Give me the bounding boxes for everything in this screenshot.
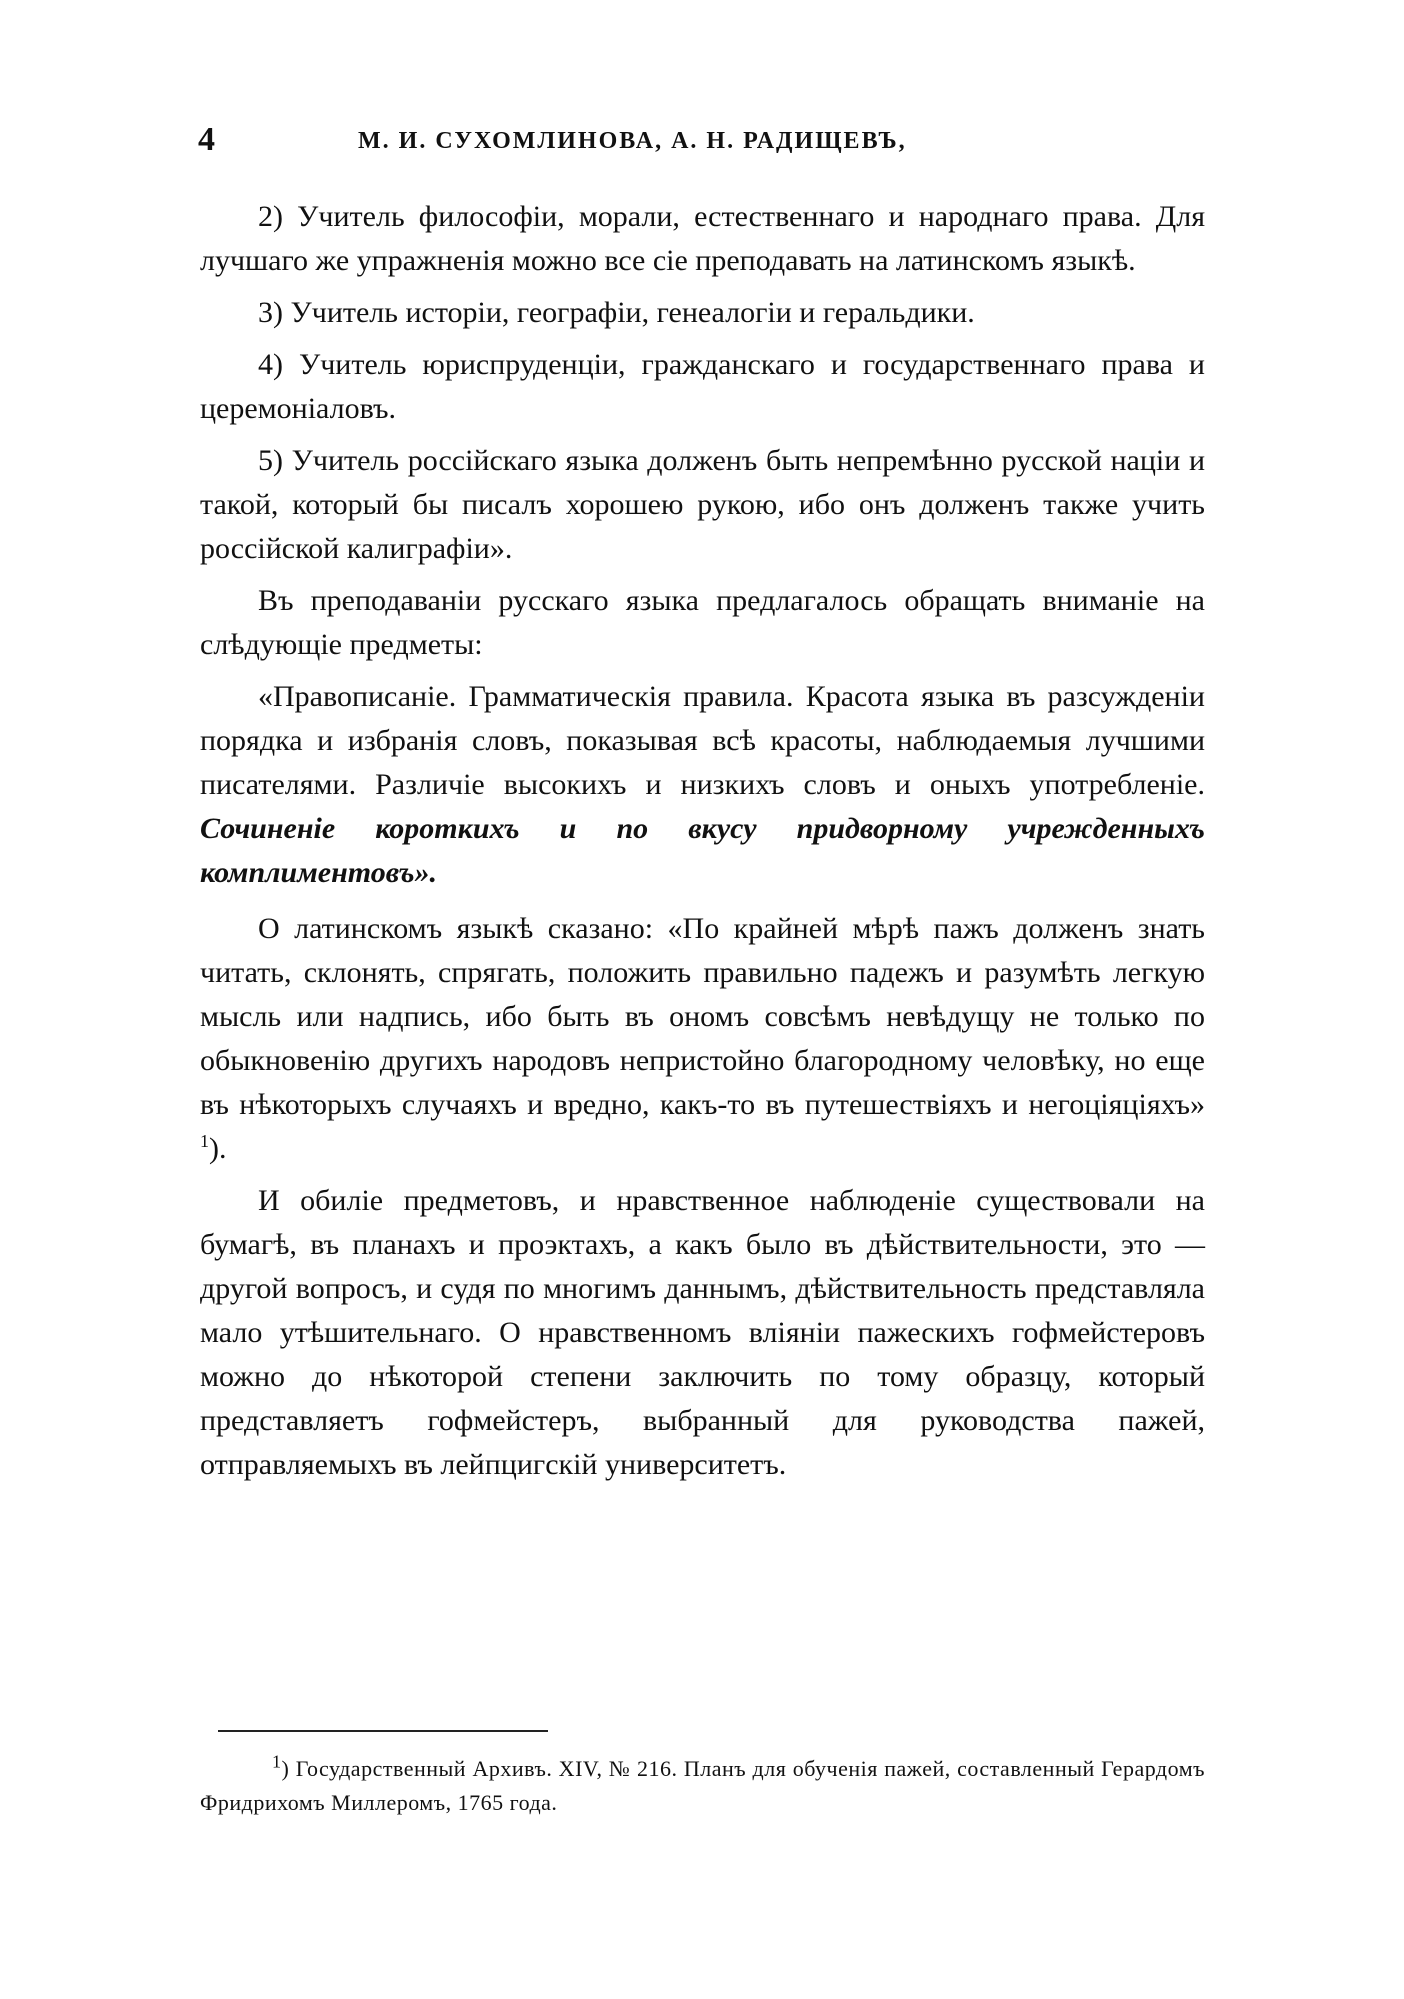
- paragraph-item-2: 2) Учитель философіи, морали, естественнаго и народнаго права. Для лучшаго же упражненія можно все сіе преподавать на латинскомъ языкѣ.: [200, 200, 1205, 277]
- page-number: 4: [198, 121, 215, 158]
- paragraph-item-4: 4) Учитель юриспруденціи, гражданскаго и государственнаго права и церемоніаловъ.: [200, 348, 1205, 425]
- final-paragraph: И обиліе предметовъ, и нравственное наблюденіе существовали на бумагѣ, въ планахъ и проэктахъ, а какъ было въ дѣйствительности, это — другой вопросъ, и судя по многимъ даннымъ, дѣйствительность представляла мало утѣшительнаго. О нравственномъ вліяніи пажескихъ гофмейстеровъ можно до нѣкоторой степени заключить по тому образцу, который представляетъ гофмейстеръ, выбранный для руководства пажей, отправляемыхъ въ лейпцигскій университетъ.: [200, 1184, 1205, 1481]
- quote-plain-text: «Правописаніе. Грамматическія правила. Красота языка въ разсужденіи порядка и избранія словъ, показывая всѣ красоты, наблюдаемыя лучшими писателями. Различіе высокихъ и низкихъ словъ и оныхъ употребленіе.: [200, 680, 1205, 801]
- footnote-item: [200, 1752, 1205, 1820]
- page-header: [198, 120, 1208, 160]
- latin-paragraph-after: ).: [209, 1132, 227, 1165]
- footnotes: [200, 1752, 1205, 1820]
- paragraph-item-3: 3) Учитель исторіи, географіи, генеалогіи и геральдики.: [258, 296, 975, 329]
- quote-paragraph: [200, 675, 1205, 895]
- footnote-divider: [218, 1730, 548, 1732]
- latin-paragraph: [200, 907, 1205, 1171]
- footnote-text: ) Государственный Архивъ. XIV, № 216. Планъ для обученія пажей, составленный Герардомъ Фридрихомъ Миллеромъ, 1765 года.: [200, 1756, 1205, 1815]
- footnote-marker: 1: [272, 1751, 282, 1772]
- latin-paragraph-text: О латинскомъ языкѣ сказано: «По крайней мѣрѣ пажъ долженъ знать читать, склонять, спрягать, положить правильно падежъ и разумѣть легкую мысль или надпись, ибо быть въ ономъ совсѣмъ невѣдущу не только по обыкновенію другихъ народовъ непристойно благородному человѣку, но еще въ нѣкоторыхъ случаяхъ и вредно, какъ-то въ путешествіяхъ и негоціяціяхъ»: [200, 912, 1205, 1121]
- paragraph-item-5: 5) Учитель россійскаго языка долженъ быть непремѣнно русской націи и такой, который бы писалъ хорошею рукою, ибо онъ долженъ также учить россійской калиграфіи».: [200, 444, 1205, 565]
- quote-italic-text: Сочиненіе короткихъ и по вкусу придворному учрежденныхъ комплиментовъ».: [200, 812, 1205, 889]
- footnote-reference[interactable]: 1: [200, 1131, 209, 1151]
- paragraph-russian-language: Въ преподаваніи русскаго языка предлагалось обращать вниманіе на слѣдующіе предметы:: [200, 584, 1205, 661]
- running-title: М. И. СУХОМЛИНОВА, А. Н. РАДИЩЕВЪ,: [358, 128, 907, 154]
- main-text: [200, 195, 1205, 1495]
